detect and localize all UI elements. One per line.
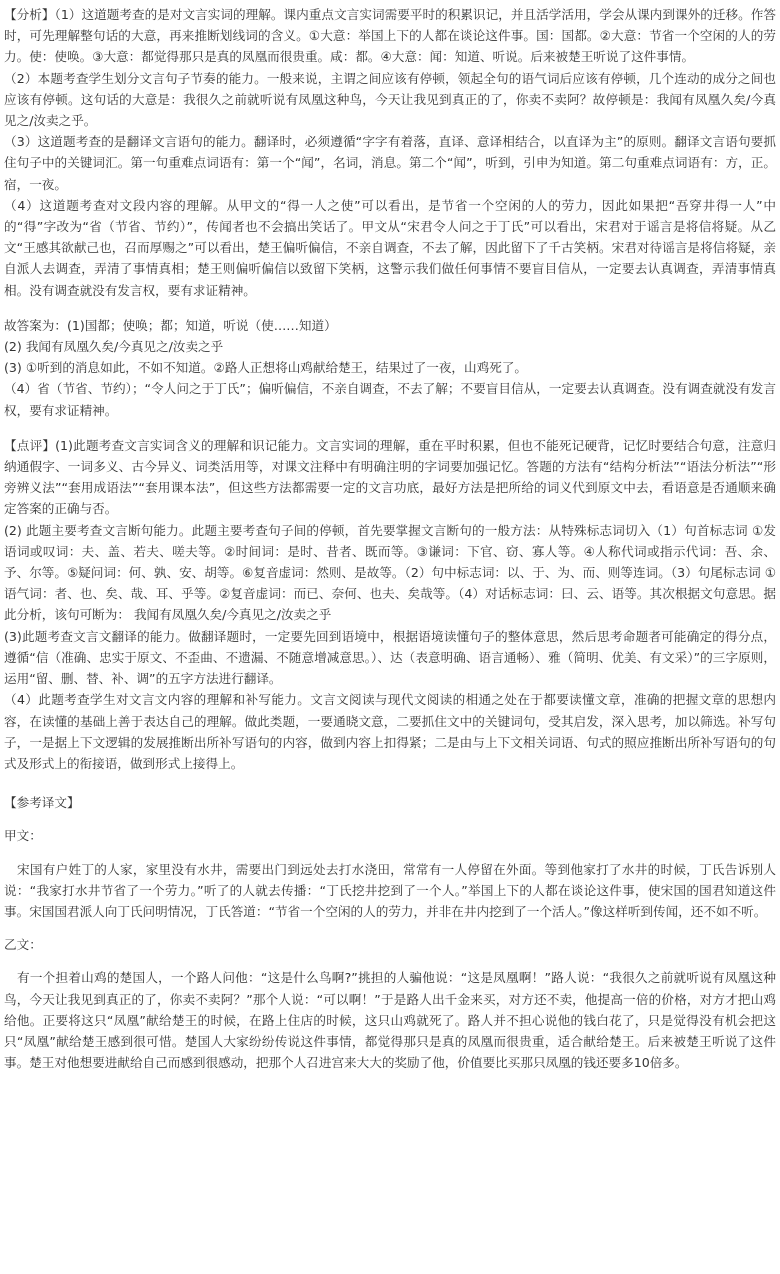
- analysis-paragraph-1: 【分析】（1）这道题考查的是对文言实词的理解。课内重点文言实词需要平时的积累识记，并且活学活用，学会从课内到课外的迁移。作答时，可先理解整句话的大意，再来推断划线词的含义。①大意：举国上下的人都在谈论这件事。国：国都。②大意：节省一个空闲的人的劳力。使：使唤。③大意：都觉得那只是真的凤凰而很贵重。咸：都。④大意：闻：知道、听说。后来被楚王听说了这件事情。: [4, 7, 776, 65]
- comment-paragraph-1: 【点评】(1)此题考查文言实词含义的理解和识记能力。文言实词的理解，重在平时积累，但也不能死记硬背，记忆时要结合句意，注意归纳通假字、一词多义、古今异义、词类活用等，对课文注释中有明确注明的字词要加强记忆。答题的方法有“结构分析法”“语法分析法”“形旁辨义法”“套用成语法”“套用课本法”，但这些方法都需要一定的文言功底，最好方法是把所给的词义代到原文中去，看语意是否通顺来确定答案的正确与否。: [4, 437, 776, 517]
- analysis-paragraph-4: （4）这道题考查对文段内容的理解。从甲文的“得一人之使”可以看出，是节省一个空闲的人的劳力，因此如果把“吾穿井得一人”中的“得”字改为“省（节省、节约）”，传闻者也不会搞出笑话了。甲文从“宋君令人问之于丁氏”可以看出，宋君对于谣言是将信将疑。从乙文“王感其欲献己也，召而厚赐之”可以看出，楚王偏听偏信，不亲自调查，不去了解，因此留下了千古笑柄。宋君对待谣言是将信将疑，亲自派人去调查，弄清了事情真相；楚王则偏听偏信以致留下笑柄，这警示我们做任何事情不要盲目信从，一定要去认真调查，弄清事情真相。没有调查就没有发言权，要有求证精神。: [4, 197, 776, 298]
- analysis-section: [4, 4, 776, 301]
- answer-section: [4, 315, 776, 421]
- translation-section: [4, 792, 776, 1073]
- answer-line-3: (3) ①听到的消息如此，不如不知道。②路人正想将山鸡献给楚王，结果过了一夜，山鸡死了。: [4, 360, 527, 376]
- answer-line-2: (2) 我闻有凤凰久矣/今真见之/汝卖之乎: [4, 339, 224, 355]
- translation-heading: 【参考译文】: [4, 795, 80, 811]
- yi-translation: 有一个担着山鸡的楚国人，一个路人问他：“这是什么鸟啊?”挑担的人骗他说：“这是凤凰啊！”路人说：“我很久之前就听说有凤凰这种鸟，今天让我见到真正的了，你卖不卖阿？”那个人说：“可以啊！”于是路人出千金来买，对方还不卖，他提高一倍的价格，对方才把山鸡给他。正要将这只“凤凰”献给楚王的时候，在路上住店的时候，这只山鸡就死了。路人并不担心说他的钱白花了，只是觉得没有机会把这只“凤凰”献给楚王感到很可惜。楚国人大家纷纷传说这件事情，都觉得那只是真的凤凰而很贵重，适合献给楚王。后来被楚王听说了这件事。楚王对他想要进献给自己而感到很感动，把那个人召进宫来大大的奖励了他，价值要比买那只凤凰的钱还要多10倍多。: [4, 970, 776, 1071]
- analysis-paragraph-2: （2）本题考查学生划分文言句子节奏的能力。一般来说，主谓之间应该有停顿，领起全句的语气词后应该有停顿，几个连动的成分之间也应该有停顿。这句话的大意是：我很久之前就听说有凤凰这种鸟，今天让我见到真正的了，你卖不卖阿？故停顿是：我闻有凤凰久矣/今真见之/汝卖之乎。: [4, 70, 776, 129]
- comment-section: [4, 435, 776, 774]
- comment-paragraph-4: （4）此题考查学生对文言文内容的理解和补写能力。文言文阅读与现代文阅读的相通之处在于都要读懂文章，准确的把握文章的思想内容，在读懂的基础上善于表达自己的理解。做此类题，一要通晓文意，二要抓住文中的关键词句，受其启发，深入思考，加以筛选。补写句子，一是据上下文逻辑的发展推断出所补写语句的内容，做到内容上扣得紧；二是由与上下文相关词语、句式的照应推断出所补写语句的句式及形式上的衔接语，做到形式上接得上。: [4, 692, 776, 771]
- answer-line-4: （4）省（节省、节约）；“令人问之于丁氏”；偏听偏信，不亲自调查，不去了解；不要盲目信从，一定要去认真调查。没有调查就没有发言权，要有求证精神。: [4, 381, 776, 418]
- comment-paragraph-2: (2) 此题主要考查文言断句能力。此题主要考查句子间的停顿，首先要掌握文言断句的一般方法：从特殊标志词切入（1）句首标志词 ①发语词或叹词：夫、盖、若夫、嗟夫等。②时间词：是时、昔者、既而等。③谦词：下官、窃、寡人等。④人称代词或指示代词：吾、余、予、尔等。⑤疑问词：何、孰、安、胡等。⑥复音虚词：然则、是故等。（2）句中标志词：以、于、为、而、则等连词。（3）句尾标志词 ①语气词：者、也、矣、哉、耳、乎等。②复音虚词：而已、奈何、也夫、矣哉等。（4）对话标志词：曰、云、语等。其次根据文句意思。据此分析，该句可断为： 我闻有凤凰久矣/今真见之/汝卖之乎: [4, 522, 776, 623]
- comment-paragraph-3: (3)此题考查文言文翻译的能力。做翻译题时，一定要先回到语境中，根据语境读懂句子的整体意思，然后思考命题者可能确定的得分点，遵循“信（准确、忠实于原文、不歪曲、不遗漏、不随意增减意思。）、达（表意明确、语言通畅）、雅（简明、优美、有文采）”的三字原则，运用“留、删、替、补、调”的五字方法进行翻译。: [4, 628, 776, 687]
- jia-label: 甲文：: [4, 828, 42, 844]
- jia-translation: 宋国有户姓丁的人家，家里没有水井，需要出门到远处去打水浇田，常常有一人停留在外面。等到他家打了水井的时候，丁氏告诉别人说：“我家打水井节省了一个劳力。”听了的人就去传播：“丁氏挖井挖到了一个人。”举国上下的人都在谈论这件事，使宋国的国君知道这件事。宋国国君派人向丁氏问明情况，丁氏答道：“节省一个空闲的人的劳力，并非在井内挖到了一个活人。”像这样听到传闻，还不如不听。: [4, 861, 776, 919]
- analysis-paragraph-3: （3）这道题考查的是翻译文言语句的能力。翻译时，必须遵循“字字有着落，直译、意译相结合，以直译为主”的原则。翻译文言语句要抓住句子中的关键词汇。第一句重难点词语有：第一个“闻”，名词，消息。第二个“闻”，听到，引申为知道。第二句重难点词语有：方，正。宿，一夜。: [4, 134, 776, 192]
- answer-line-1: 故答案为：(1)国都；使唤；都；知道，听说（使……知道）: [4, 317, 337, 333]
- yi-label: 乙文：: [4, 937, 42, 953]
